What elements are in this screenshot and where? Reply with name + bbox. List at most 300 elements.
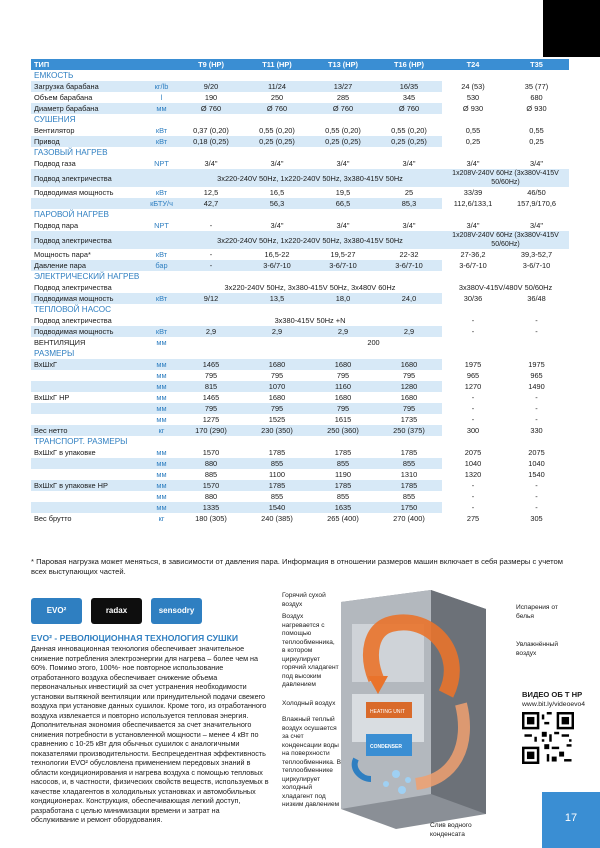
- table-row: [31, 403, 569, 414]
- value-cell: -: [442, 480, 504, 491]
- row-label: Подвод электричества: [31, 169, 145, 187]
- table-row: [31, 480, 569, 491]
- table-row: [31, 198, 569, 209]
- value-cell: -: [504, 392, 569, 403]
- header-cell: T24: [442, 59, 504, 70]
- table-row: [31, 282, 569, 293]
- value-cell: 2075: [442, 447, 504, 458]
- qr-code[interactable]: [522, 712, 574, 764]
- evo-logo: EVO²: [31, 598, 82, 624]
- row-unit: мм: [145, 414, 178, 425]
- value-cell: 885: [178, 469, 244, 480]
- row-label: Подвод пара: [31, 220, 145, 231]
- value-cell: 1750: [376, 502, 442, 513]
- row-label: Привод: [31, 136, 145, 147]
- value-cell: 3-6/7-10: [310, 260, 376, 271]
- footnote: * Паровая нагрузка может меняться, в зависимости от давления пара. Информация в отношении размеров машин включает в себя размеры с учетом всех выступающих частей.: [31, 557, 563, 576]
- row-unit: мм: [145, 447, 178, 458]
- value-cell: -: [442, 414, 504, 425]
- value-cell: 1615: [310, 414, 376, 425]
- row-label: Подвод электричества: [31, 315, 145, 326]
- value-cell: 270 (400): [376, 513, 442, 524]
- radax-logo: radax: [91, 598, 142, 624]
- section-label: ЭЛЕКТРИЧЕСКИЙ НАГРЕВ: [34, 272, 140, 281]
- value-cell: 1275: [178, 414, 244, 425]
- row-label: ВхШхГ в упаковке: [31, 447, 145, 458]
- video-url[interactable]: www.bit.ly/videoevo4: [522, 701, 586, 708]
- row-label: Загрузка барабана: [31, 81, 145, 92]
- table-row: [31, 513, 569, 524]
- row-unit: мм: [145, 469, 178, 480]
- row-unit: [145, 169, 178, 187]
- value-cell: Ø 760: [244, 103, 310, 114]
- value-cell: 0,25 (0,25): [376, 136, 442, 147]
- spec-table: [31, 59, 569, 524]
- value-cell: 190: [178, 92, 244, 103]
- value-cell: 1040: [504, 458, 569, 469]
- value-cell: 1635: [310, 502, 376, 513]
- value-cell: 24 (53): [442, 81, 504, 92]
- value-cell: 0,25: [442, 136, 504, 147]
- table-row: [31, 359, 569, 370]
- table-row: [31, 187, 569, 198]
- value-cell: 1785: [244, 447, 310, 458]
- header-cell: T16 (HP): [376, 59, 442, 70]
- row-label: Подвод электричества: [31, 231, 145, 249]
- row-label: Объем барабана: [31, 92, 145, 103]
- table-row: [31, 414, 569, 425]
- row-unit: кВт: [145, 187, 178, 198]
- value-cell: -: [442, 315, 504, 326]
- row-unit: мм: [145, 381, 178, 392]
- row-label: ВхШхГ HP: [31, 392, 145, 403]
- value-cell: 1270: [442, 381, 504, 392]
- value-cell: 855: [376, 458, 442, 469]
- value-cell: 240 (385): [244, 513, 310, 524]
- value-cell: 1785: [244, 480, 310, 491]
- value-cell: 2,9: [244, 326, 310, 337]
- page-number-box: [542, 792, 600, 848]
- value-cell: Ø 930: [504, 103, 569, 114]
- table-row: [31, 337, 569, 348]
- value-cell: 19,5-27: [310, 249, 376, 260]
- value-cell: 0,55: [504, 125, 569, 136]
- value-cell: -: [504, 315, 569, 326]
- value-cell: 3x380-415V 50Hz +N: [178, 315, 442, 326]
- section-row: [31, 147, 569, 158]
- sensodry-logo: sensodry: [151, 598, 202, 624]
- row-unit: NPT: [145, 220, 178, 231]
- value-cell: 157,9/170,6: [504, 198, 569, 209]
- value-cell: 530: [442, 92, 504, 103]
- value-cell: 250: [244, 92, 310, 103]
- section-label: РАЗМЕРЫ: [34, 349, 75, 358]
- value-cell: 795: [178, 370, 244, 381]
- row-label: Подвод газа: [31, 158, 145, 169]
- value-cell: 795: [310, 370, 376, 381]
- value-cell: 16,5-22: [244, 249, 310, 260]
- header-cell: T35: [504, 59, 569, 70]
- table-row: [31, 249, 569, 260]
- value-cell: 3-6/7-10: [376, 260, 442, 271]
- value-cell: -: [504, 326, 569, 337]
- table-row: [31, 469, 569, 480]
- row-unit: мм: [145, 359, 178, 370]
- row-label: ВхШхГ: [31, 359, 145, 370]
- value-cell: 1540: [504, 469, 569, 480]
- value-cell: 3x380V-415V/480V 50/60Hz: [442, 282, 569, 293]
- row-unit: кг: [145, 513, 178, 524]
- value-cell: 1680: [310, 359, 376, 370]
- value-cell: 0,55 (0,20): [244, 125, 310, 136]
- value-cell: 3/4": [376, 158, 442, 169]
- section-label: ТРАНСПОРТ. РАЗМЕРЫ: [34, 437, 128, 446]
- table-row: [31, 81, 569, 92]
- value-cell: Ø 930: [442, 103, 504, 114]
- section-row: [31, 348, 569, 359]
- value-cell: 230 (350): [244, 425, 310, 436]
- value-cell: 855: [376, 491, 442, 502]
- section-label: СУШЕНИЯ: [34, 115, 76, 124]
- value-cell: Ø 760: [376, 103, 442, 114]
- value-cell: 1540: [244, 502, 310, 513]
- value-cell: 170 (290): [178, 425, 244, 436]
- row-unit: мм: [145, 491, 178, 502]
- value-cell: 285: [310, 92, 376, 103]
- row-label: [31, 458, 145, 469]
- value-cell: 1490: [504, 381, 569, 392]
- value-cell: 795: [376, 403, 442, 414]
- value-cell: 46/50: [504, 187, 569, 198]
- value-cell: 855: [310, 491, 376, 502]
- row-label: [31, 502, 145, 513]
- row-label: Вентилятор: [31, 125, 145, 136]
- row-label: [31, 469, 145, 480]
- row-unit: кВт: [145, 125, 178, 136]
- value-cell: Ø 760: [178, 103, 244, 114]
- header-cell: [145, 59, 178, 70]
- row-label: [31, 414, 145, 425]
- table-row: [31, 260, 569, 271]
- value-cell: -: [504, 502, 569, 513]
- value-cell: 1040: [442, 458, 504, 469]
- value-cell: 85,3: [376, 198, 442, 209]
- value-cell: 0,25: [504, 136, 569, 147]
- header-cell: ТИП: [31, 59, 145, 70]
- value-cell: 1975: [504, 359, 569, 370]
- table-row: [31, 125, 569, 136]
- value-cell: 1465: [178, 359, 244, 370]
- value-cell: 27-36,2: [442, 249, 504, 260]
- value-cell: 1310: [376, 469, 442, 480]
- value-cell: 265 (400): [310, 513, 376, 524]
- value-cell: 275: [442, 513, 504, 524]
- value-cell: 16,5: [244, 187, 310, 198]
- value-cell: 180 (305): [178, 513, 244, 524]
- value-cell: 1680: [244, 392, 310, 403]
- row-label: ВЕНТИЛЯЦИЯ: [31, 337, 145, 348]
- value-cell: 1680: [376, 359, 442, 370]
- row-label: [31, 370, 145, 381]
- row-label: Мощность пара*: [31, 249, 145, 260]
- row-label: [31, 491, 145, 502]
- value-cell: 3/4": [504, 220, 569, 231]
- value-cell: 42,7: [178, 198, 244, 209]
- value-cell: 880: [178, 491, 244, 502]
- table-row: [31, 293, 569, 304]
- value-cell: 1525: [244, 414, 310, 425]
- value-cell: -: [442, 491, 504, 502]
- value-cell: -: [442, 392, 504, 403]
- value-cell: 3x220-240V 50Hz, 1x220-240V 50Hz, 3x380-415V 50Hz: [178, 169, 442, 187]
- row-unit: мм: [145, 403, 178, 414]
- value-cell: 112,6/133,1: [442, 198, 504, 209]
- row-unit: мм: [145, 502, 178, 513]
- value-cell: 680: [504, 92, 569, 103]
- value-cell: 0,25 (0,25): [244, 136, 310, 147]
- value-cell: 3x220-240V 50Hz, 3x380-415V 50Hz, 3x480V 60Hz: [178, 282, 442, 293]
- row-unit: мм: [145, 370, 178, 381]
- row-unit: кВт: [145, 326, 178, 337]
- value-cell: 3/4": [244, 220, 310, 231]
- row-unit: [145, 231, 178, 249]
- label-humid-air: Увлажнённый воздух: [516, 641, 559, 657]
- row-unit: [145, 315, 178, 326]
- value-cell: 0,37 (0,20): [178, 125, 244, 136]
- row-unit: NPT: [145, 158, 178, 169]
- value-cell: 330: [504, 425, 569, 436]
- value-cell: 2,9: [376, 326, 442, 337]
- value-cell: 13,5: [244, 293, 310, 304]
- value-cell: 1465: [178, 392, 244, 403]
- label-cold-air: Холодный воздух: [282, 700, 336, 707]
- table-row: [31, 103, 569, 114]
- value-cell: 795: [178, 403, 244, 414]
- row-unit: мм: [145, 480, 178, 491]
- value-cell: 19,5: [310, 187, 376, 198]
- value-cell: 0,25 (0,25): [310, 136, 376, 147]
- value-cell: 345: [376, 92, 442, 103]
- value-cell: 3-6/7-10: [244, 260, 310, 271]
- header-cell: T11 (HP): [244, 59, 310, 70]
- value-cell: 3-6/7-10: [442, 260, 504, 271]
- row-label: Давление пара: [31, 260, 145, 271]
- value-cell: 22-32: [376, 249, 442, 260]
- value-cell: 1680: [310, 392, 376, 403]
- value-cell: 11/24: [244, 81, 310, 92]
- table-row: [31, 136, 569, 147]
- value-cell: 1785: [376, 447, 442, 458]
- value-cell: 13/27: [310, 81, 376, 92]
- row-unit: мм: [145, 392, 178, 403]
- row-unit: кг: [145, 425, 178, 436]
- label-humid: Влажный теплый воздух осушается за счет конденсации воды на поверхности теплообменника. В теплообменнике циркулирует холодный хладагент под низким давлением: [282, 716, 341, 808]
- row-unit: мм: [145, 458, 178, 469]
- body-paragraph: Данная инновационная технология обеспечивает значительное снижение потребления электроэнергии для нагрева – более чем на 60%. Помимо этого, 100%- ное повторное использование отработанного воздуха обеспечивает снижение объема первоначальных инвестиций за счет устранения необходимости установки вытяжной вентиляции или принудительной подачи свежего воздуха при установке данных сушилок. Кроме того, из отработанного воздуха извлекается и повторно используется тепловая энергия. Дополнительная экономия обеспечивается за счет значительного снижения потребности в установленной мощности – менее 4 кВт по сравнению с 10-25 кВт для обычных сушилок с аналогичными показателями производительности. Беспрецедентная эффективность технологии EVO² обусловлена применением передовых знаний в области кондиционирования и нагрева воздуха с помощью тепловых насосов, и, в частности, физических свойств веществ, используемых в качестве хладагентов в холодильных установках и автомобильных кондиционерах. Конструкция, обеспечивающая легкий доступ, разработана с целью минимизации времени и затрат на обслуживание и ремонт оборудования.: [31, 644, 269, 824]
- value-cell: 18,0: [310, 293, 376, 304]
- table-row: [31, 370, 569, 381]
- value-cell: 2,9: [310, 326, 376, 337]
- value-cell: 795: [310, 403, 376, 414]
- value-cell: 250 (360): [310, 425, 376, 436]
- table-row: [31, 425, 569, 436]
- value-cell: 36/48: [504, 293, 569, 304]
- value-cell: 16/35: [376, 81, 442, 92]
- section-row: [31, 70, 569, 81]
- row-unit: кБТУ/ч: [145, 198, 178, 209]
- value-cell: 0,55 (0,20): [376, 125, 442, 136]
- section-row: [31, 271, 569, 282]
- value-cell: 25: [376, 187, 442, 198]
- row-label: [31, 403, 145, 414]
- corner-block: [543, 0, 600, 57]
- label-drain: Слив водного конденсата: [430, 822, 472, 838]
- table-row: [31, 502, 569, 513]
- value-cell: 1735: [376, 414, 442, 425]
- row-label: [31, 198, 145, 209]
- value-cell: 3/4": [504, 158, 569, 169]
- table-header-row: [31, 59, 569, 70]
- value-cell: 1280: [376, 381, 442, 392]
- header-cell: T13 (HP): [310, 59, 376, 70]
- value-cell: 9/12: [178, 293, 244, 304]
- label-heating: Воздух нагревается с помощью теплообменника, в котором циркулирует горячий хладагент под высоким давлением: [282, 613, 339, 688]
- table-row: [31, 447, 569, 458]
- value-cell: 3/4": [244, 158, 310, 169]
- row-label: [31, 381, 145, 392]
- label-evaporation: Испарения от белья: [516, 604, 558, 620]
- table-row: [31, 458, 569, 469]
- value-cell: -: [178, 260, 244, 271]
- value-cell: 1785: [376, 480, 442, 491]
- value-cell: 3/4": [442, 158, 504, 169]
- value-cell: -: [178, 220, 244, 231]
- value-cell: 3/4": [178, 158, 244, 169]
- value-cell: 855: [310, 458, 376, 469]
- value-cell: 1160: [310, 381, 376, 392]
- value-cell: 855: [244, 458, 310, 469]
- value-cell: 3x220-240V 50Hz, 1x220-240V 50Hz, 3x380-415V 50Hz: [178, 231, 442, 249]
- video-label: ВИДЕО ОБ Т HP: [522, 690, 583, 699]
- value-cell: 3/4": [376, 220, 442, 231]
- value-cell: 1070: [244, 381, 310, 392]
- row-unit: мм: [145, 103, 178, 114]
- value-cell: 39,3-52,7: [504, 249, 569, 260]
- value-cell: 0,55 (0,20): [310, 125, 376, 136]
- value-cell: 795: [376, 370, 442, 381]
- header-cell: T9 (HP): [178, 59, 244, 70]
- value-cell: 305: [504, 513, 569, 524]
- value-cell: 1570: [178, 480, 244, 491]
- value-cell: 66,5: [310, 198, 376, 209]
- value-cell: 3/4": [442, 220, 504, 231]
- value-cell: 815: [178, 381, 244, 392]
- section-row: [31, 436, 569, 447]
- value-cell: 1680: [244, 359, 310, 370]
- value-cell: 300: [442, 425, 504, 436]
- row-label: Диаметр барабана: [31, 103, 145, 114]
- table-row: [31, 491, 569, 502]
- value-cell: 795: [244, 370, 310, 381]
- value-cell: 3-6/7-10: [504, 260, 569, 271]
- table-row: [31, 92, 569, 103]
- value-cell: 35 (77): [504, 81, 569, 92]
- value-cell: 1x208V-240V 60Hz (3x380V-415V 50/60Hz): [442, 169, 569, 187]
- value-cell: 1785: [310, 447, 376, 458]
- label-hot-air: Горячий сухой воздух: [282, 592, 326, 608]
- row-label: Подвод электричества: [31, 282, 145, 293]
- value-cell: 3/4": [310, 158, 376, 169]
- row-unit: [145, 282, 178, 293]
- value-cell: -: [504, 414, 569, 425]
- value-cell: -: [504, 480, 569, 491]
- row-unit: кВт: [145, 136, 178, 147]
- row-unit: кВт: [145, 293, 178, 304]
- section-title: EVO² - РЕВОЛЮЦИОННАЯ ТЕХНОЛОГИЯ СУШКИ: [31, 633, 239, 643]
- section-label: ТЕПЛОВОЙ НАСОС: [34, 305, 112, 314]
- section-row: [31, 114, 569, 125]
- value-cell: -: [442, 403, 504, 414]
- table-row: [31, 326, 569, 337]
- table-row: [31, 231, 569, 249]
- value-cell: 0,55: [442, 125, 504, 136]
- value-cell: 1190: [310, 469, 376, 480]
- row-unit: l: [145, 92, 178, 103]
- table-row: [31, 220, 569, 231]
- value-cell: 795: [244, 403, 310, 414]
- page-number: 17: [564, 812, 578, 824]
- row-label: Подводимая мощность: [31, 187, 145, 198]
- value-cell: 12,5: [178, 187, 244, 198]
- value-cell: 2,9: [178, 326, 244, 337]
- svg-text:CONDENSER: CONDENSER: [370, 744, 402, 750]
- row-unit: мм: [145, 337, 178, 348]
- row-label: Подводимая мощность: [31, 293, 145, 304]
- value-cell: 56,3: [244, 198, 310, 209]
- row-label: Вес брутто: [31, 513, 145, 524]
- section-row: [31, 304, 569, 315]
- value-cell: -: [442, 502, 504, 513]
- row-label: Подводимая мощность: [31, 326, 145, 337]
- value-cell: 965: [504, 370, 569, 381]
- value-cell: 880: [178, 458, 244, 469]
- value-cell: 1335: [178, 502, 244, 513]
- value-cell: 1100: [244, 469, 310, 480]
- value-cell: 200: [178, 337, 569, 348]
- row-label: ВхШхГ в упаковке HP: [31, 480, 145, 491]
- table-row: [31, 392, 569, 403]
- value-cell: 2075: [504, 447, 569, 458]
- value-cell: Ø 760: [310, 103, 376, 114]
- row-unit: кг/lb: [145, 81, 178, 92]
- value-cell: 1680: [376, 392, 442, 403]
- value-cell: 965: [442, 370, 504, 381]
- value-cell: 30/36: [442, 293, 504, 304]
- value-cell: 855: [244, 491, 310, 502]
- table-row: [31, 158, 569, 169]
- value-cell: -: [504, 491, 569, 502]
- row-unit: кВт: [145, 249, 178, 260]
- table-row: [31, 381, 569, 392]
- table-row: [31, 315, 569, 326]
- value-cell: -: [504, 403, 569, 414]
- value-cell: 33/39: [442, 187, 504, 198]
- table-row: [31, 169, 569, 187]
- section-label: ПАРОВОЙ НАГРЕВ: [34, 210, 109, 219]
- svg-text:HEATING UNIT: HEATING UNIT: [370, 709, 405, 715]
- value-cell: -: [178, 249, 244, 260]
- value-cell: 250 (375): [376, 425, 442, 436]
